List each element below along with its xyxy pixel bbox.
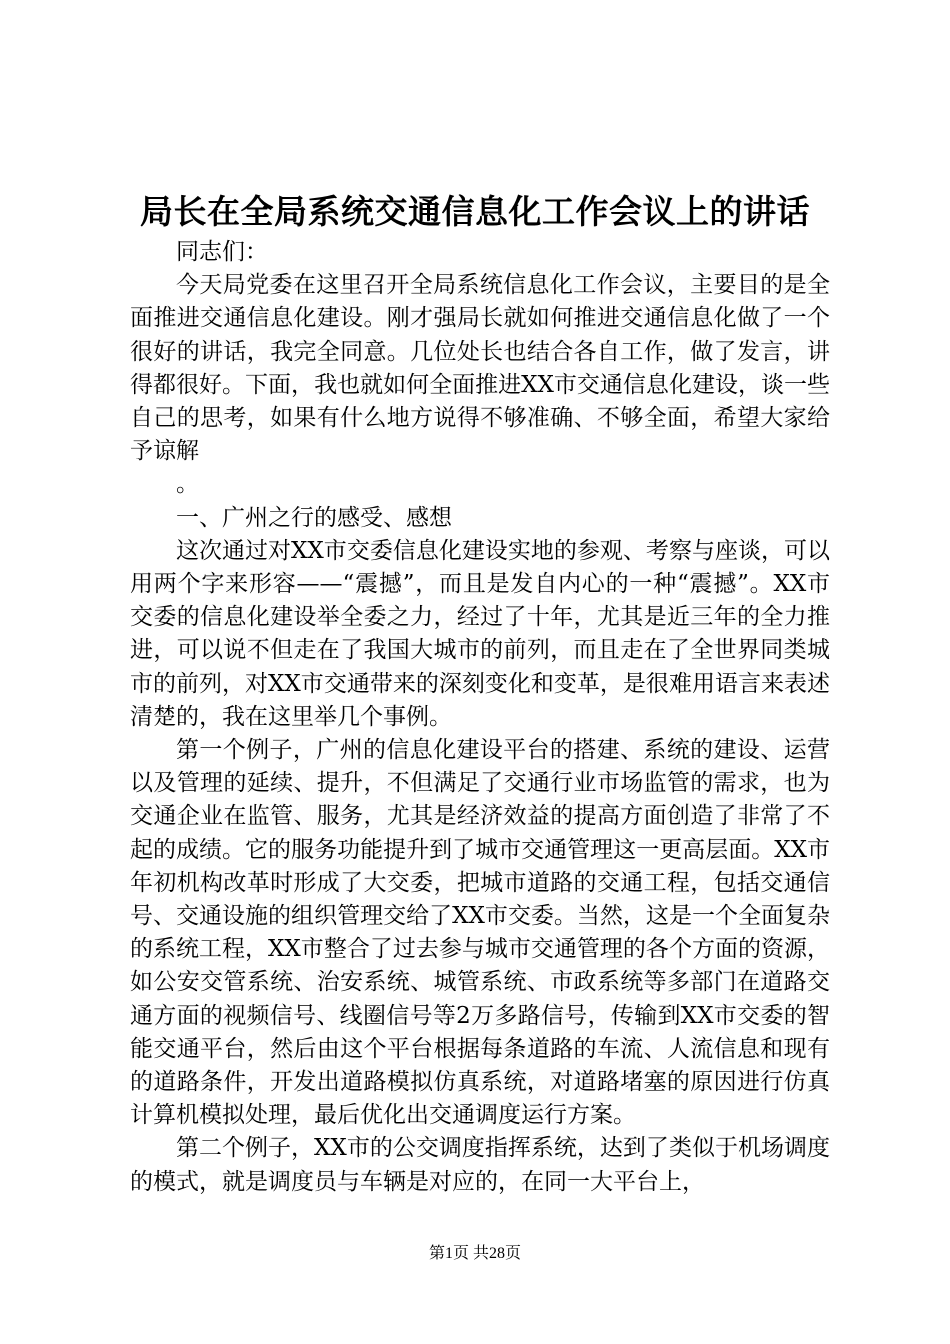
paragraph-example-1: 第一个例子，广州的信息化建设平台的搭建、系统的建设、运营以及管理的延续、提升，不但满足了交通行业市场监管的需求，也为交通企业在监管、服务，尤其是经济效益的提高方面创造了非常了不起的成绩。它的服务功能提升到了城市交通管理这一更高层面。XX市年初机构改革时形成了大交委，把城市道路的交通工程，包括交通信号、交通设施的组织管理交给了XX市交委。当然，这是一个全面复杂的系统工程，XX市整合了过去参与城市交通管理的各个方面的资源，如公安交管系统、治安系统、城管系统、市政系统等多部门在道路交通方面的视频信号、线圈信号等2万多路信号，传输到XX市交委的智能交通平台，然后由这个平台根据每条道路的车流、人流信息和现有的道路条件，开发出道路模拟仿真系统，对道路堵塞的原因进行仿真计算机模拟处理，最后优化出交通调度运行方案。 [130, 737, 830, 1129]
paragraph-example-2: 第二个例子，XX市的公交调度指挥系统，达到了类似于机场调度的模式，就是调度员与车辆是对应的，在同一大平台上， [130, 1135, 830, 1195]
paragraph-intro: 今天局党委在这里召开全局系统信息化工作会议，主要目的是全面推进交通信息化建设。刚才强局长就如何推进交通信息化做了一个很好的讲话，我完全同意。几位处长也结合各自工作，做了发言，讲得都很好。下面，我也就如何全面推进XX市交通信息化建设，谈一些自己的思考，如果有什么地方说得不够准确、不够全面，希望大家给予谅解 [130, 272, 830, 465]
document-title: 局长在全局系统交通信息化工作会议上的讲话 [140, 192, 810, 231]
paragraph-impression: 这次通过对XX市交委信息化建设实地的参观、考察与座谈，可以用两个字来形容——“震撼”，而且是发自内心的一种“震撼”。XX市交委的信息化建设举全委之力，经过了十年，尤其是近三年的全力推进，可以说不但走在了我国大城市的前列，而且走在了全世界同类城市的前列，对XX市交通带来的深刻变化和变革，是很难用语言来表述清楚的，我在这里举几个事例。 [130, 537, 830, 730]
section-heading: 一、广州之行的感受、感想 [176, 504, 452, 531]
document-body [130, 236, 830, 1199]
paragraph-tail: 。 [176, 471, 199, 498]
salutation: 同志们： [176, 239, 268, 265]
page-footer: 第1页 共28页 [428, 1245, 521, 1262]
